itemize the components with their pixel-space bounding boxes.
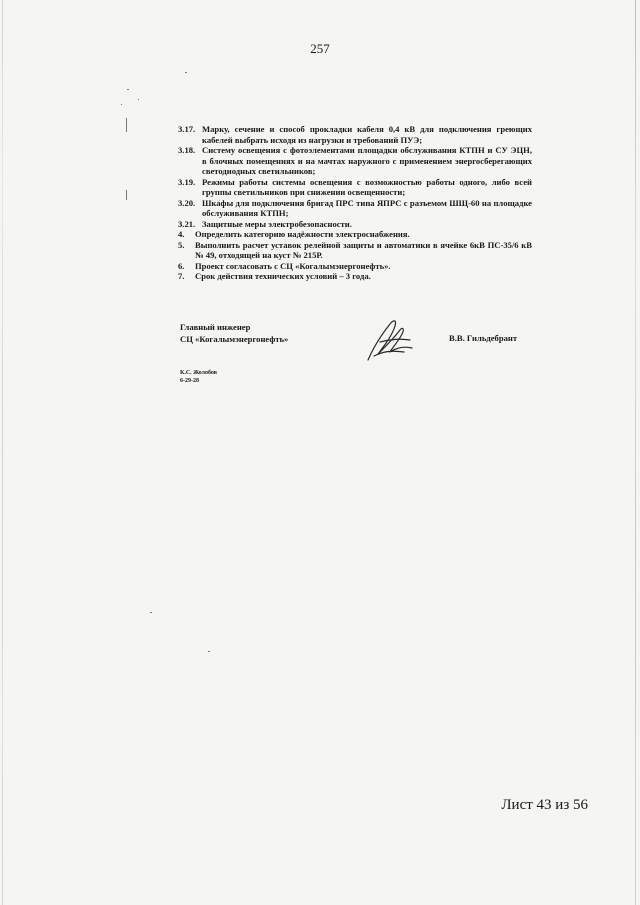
signer-title	[180, 321, 288, 345]
item-text: Определить категорию надёжности электроснабжения.	[195, 229, 410, 239]
scan-speck	[185, 72, 187, 73]
scan-speck	[126, 190, 127, 200]
item-text: Режимы работы системы освещения с возможностью работы одного, либо всей группы светильников при снижении освещенности;	[202, 176, 532, 197]
item-number: 7.	[178, 271, 185, 281]
item-number: 3.19.	[178, 176, 196, 187]
scan-speck	[126, 118, 127, 132]
item-text: Проект согласовать с СЦ «Когалымэнергонефть».	[195, 260, 391, 271]
item-number: 5.	[178, 239, 185, 250]
scan-speck	[150, 612, 152, 613]
executor-block	[180, 369, 217, 385]
item-number: 3.20.	[178, 197, 196, 208]
item-number: 3.17.	[178, 124, 196, 134]
executor-name: К.С. Жолобов	[180, 370, 217, 376]
item-text: Выполнить расчет уставок релейной защиты и автоматики в ячейке 6кВ ПС-35/6 кВ № 49, отходящей на куст № 215Р.	[195, 239, 532, 260]
item-text: Марку, сечение и способ прокладки кабеля 0,4 кВ для подключения греющих кабелей выбрать исходя из нагрузки и требований ПУЭ;	[202, 124, 532, 145]
item-number: 3.18.	[178, 145, 196, 155]
signer-name: В.В. Гильдебрант	[449, 333, 518, 343]
item-number: 6.	[178, 260, 185, 271]
list-item	[178, 219, 532, 230]
scan-speck	[127, 89, 129, 90]
list-item	[178, 240, 532, 261]
list-item	[178, 145, 532, 177]
requirements-list	[178, 124, 532, 282]
list-item	[178, 124, 532, 145]
scan-edge-right	[635, 0, 636, 905]
scan-speck	[121, 104, 122, 105]
scan-edge-left	[2, 0, 3, 905]
executor-phone: 6-29-28	[180, 378, 199, 384]
handwritten-signature	[360, 316, 420, 364]
item-number: 3.21.	[178, 218, 196, 229]
item-text: Срок действия технических условий – 3 года.	[195, 271, 371, 281]
list-item	[178, 229, 532, 240]
page-number: 257	[310, 41, 330, 56]
list-item	[178, 271, 532, 282]
sheet-counter: Лист 43 из 56	[501, 797, 588, 813]
item-number: 4.	[178, 229, 185, 239]
scan-speck	[208, 651, 210, 652]
signer-organization: СЦ «Когалымэнергонефть»	[180, 334, 289, 344]
list-item	[178, 177, 532, 198]
item-text: Шкафы для подключения бригад ПРС типа ЯПРС с разъемом ШЩ-60 на площадке обслуживания КТПН;	[202, 197, 532, 218]
list-item	[178, 198, 532, 219]
item-text: Защитные меры электробезопасности.	[202, 218, 352, 229]
list-item	[178, 261, 532, 272]
signer-position: Главный инженер	[180, 322, 251, 332]
item-text: Систему освещения с фотоэлементами площадки обслуживания КТПН и СУ ЭЦН, в блочных помещениях и на мачтах наружного с применением энергосберегающих светодиодных светильников;	[202, 145, 532, 176]
scan-speck	[138, 99, 139, 100]
